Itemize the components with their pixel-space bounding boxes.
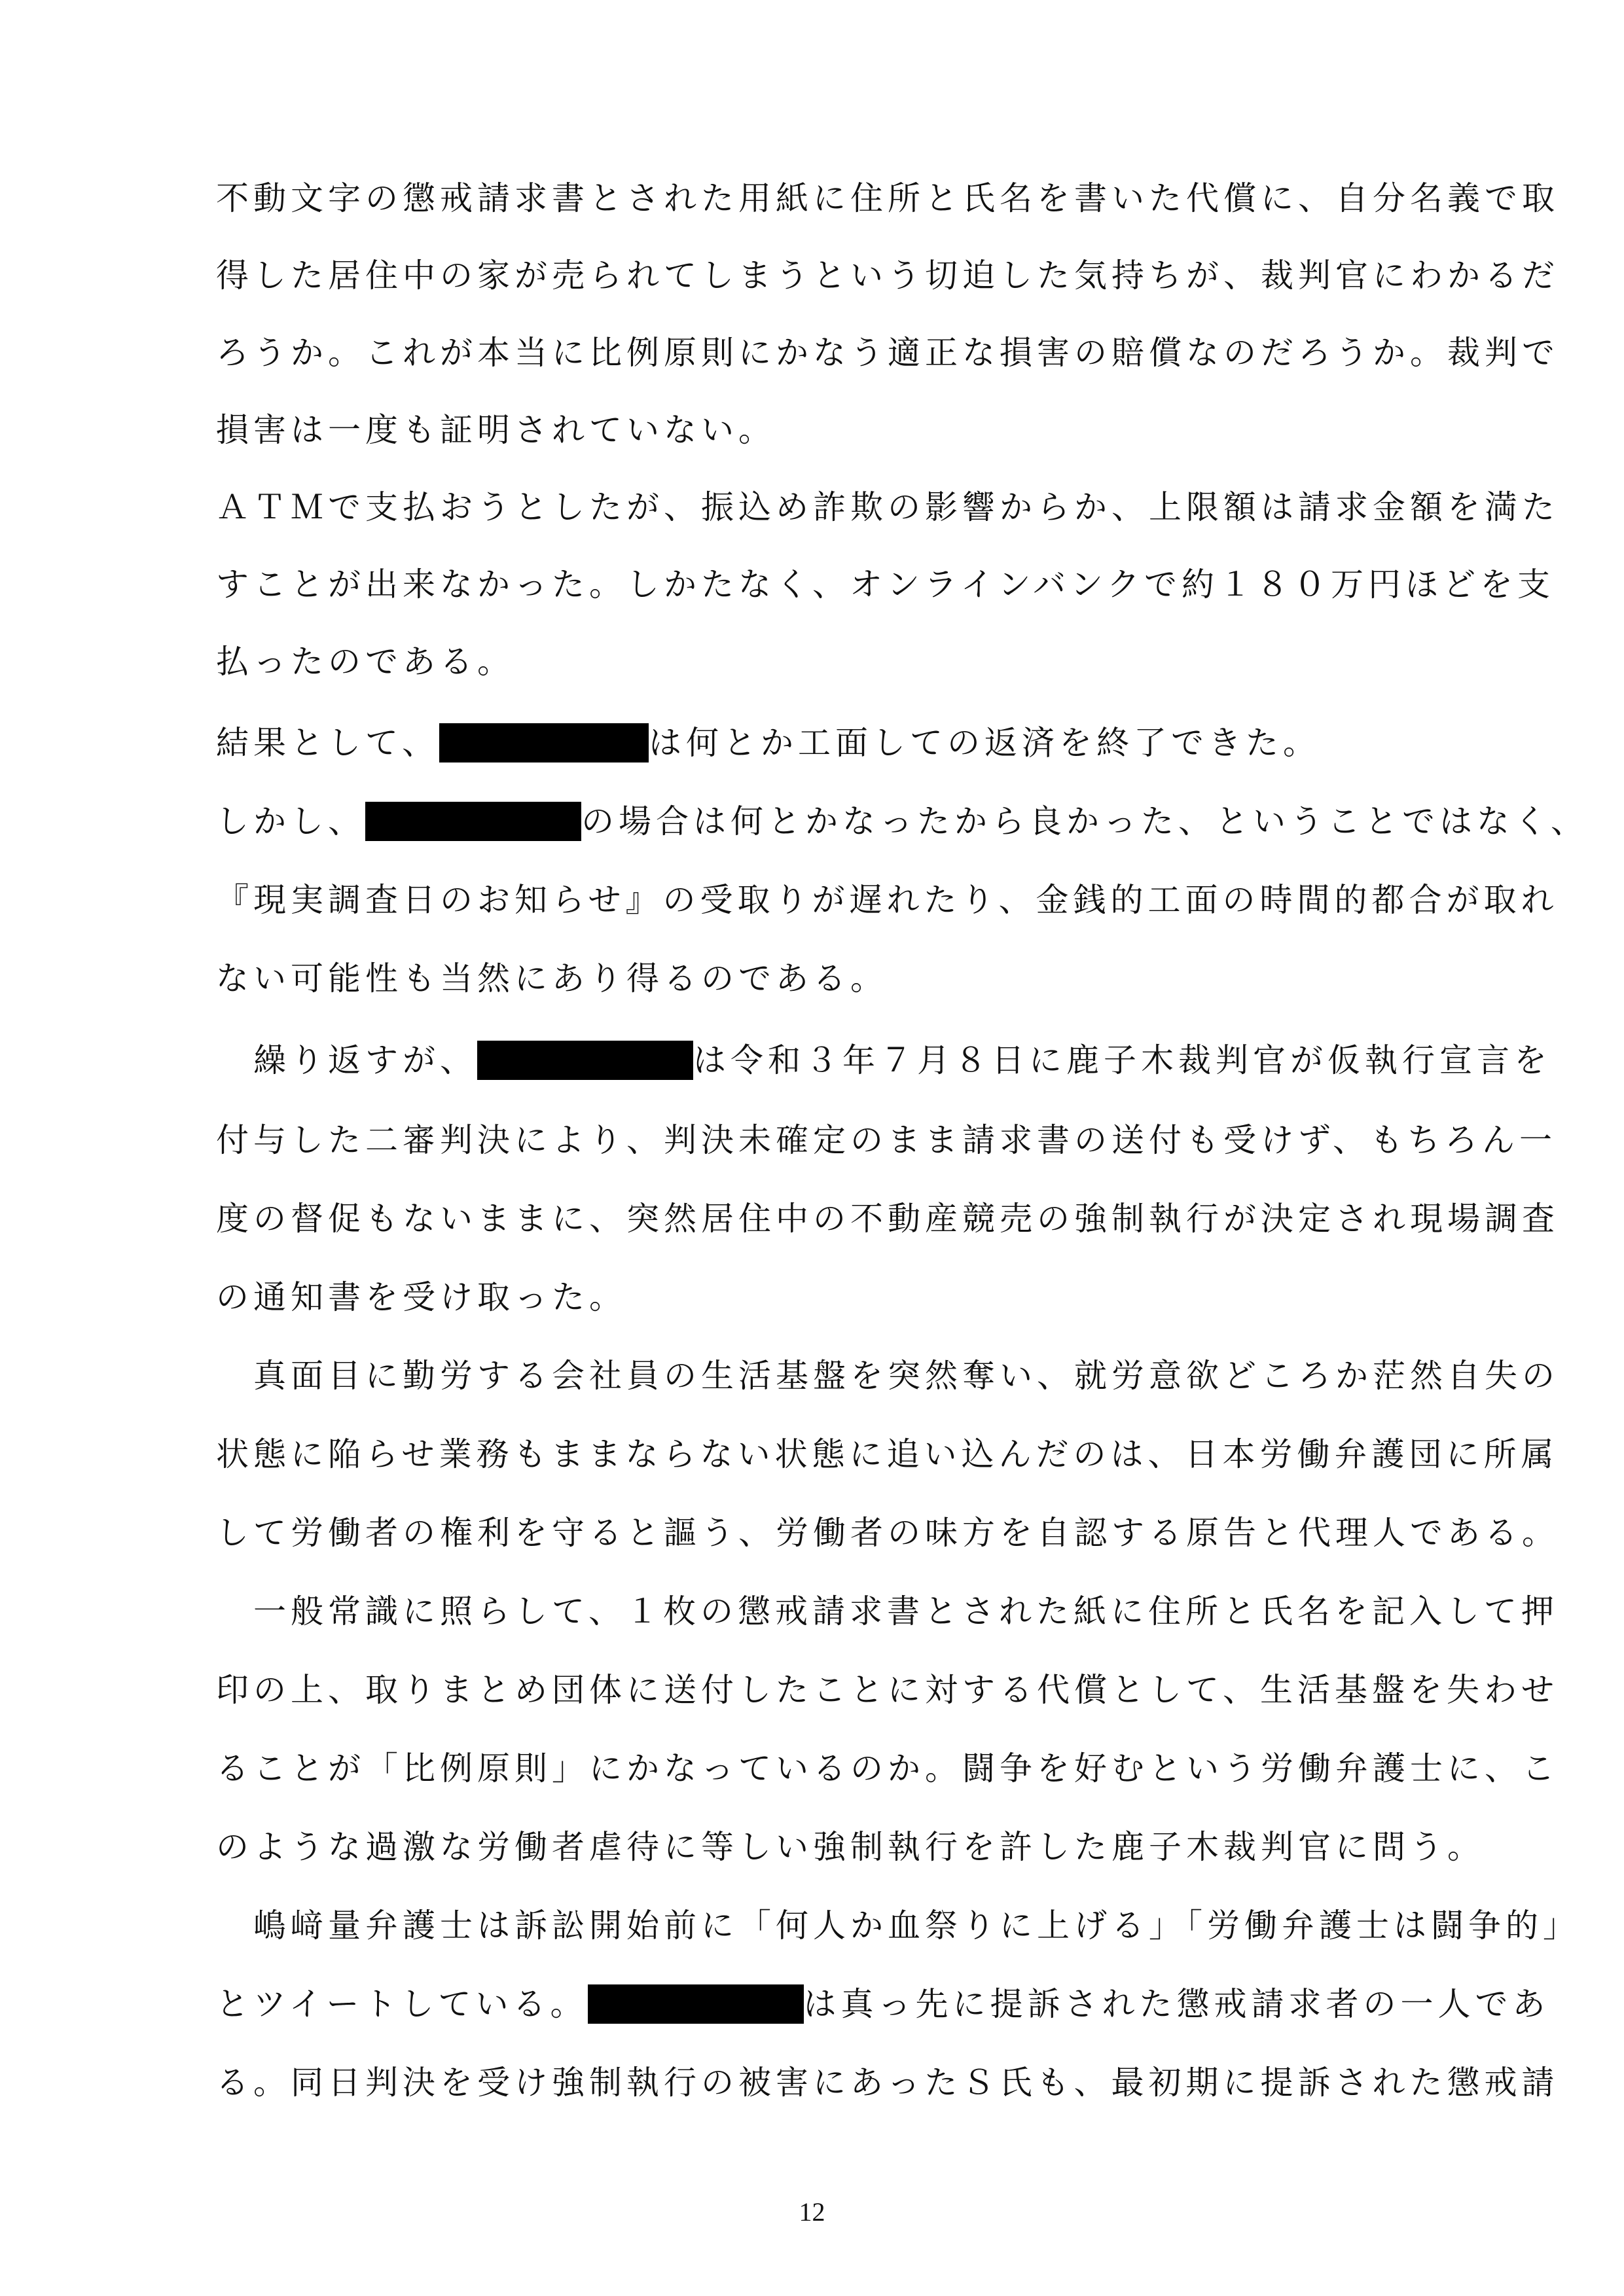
text-line: して労働者の権利を守ると謳う、労働者の味方を自認する原告と代理人である。 (216, 1514, 1559, 1552)
text-line: 嶋﨑量弁護士は訴訟開始前に「何人か血祭りに上げる」「労働弁護士は闘争的」 (216, 1907, 1580, 1945)
text-line: のような過激な労働者虐待に等しい強制執行を許した鹿子木裁判官に問う。 (216, 1828, 1485, 1866)
text-after-redaction: は令和３年７月８日に鹿子木裁判官が仮執行宣言を (693, 1041, 1551, 1079)
text-after-redaction: は何とか工面しての返済を終了できた。 (649, 724, 1320, 762)
text-line: 印の上、取りまとめ団体に送付したことに対する代償として、生活基盤を失わせ (216, 1671, 1559, 1709)
text-before-redaction: とツイートしている。 (216, 1985, 588, 2023)
text-line-with-redaction (216, 802, 1588, 841)
text-line: ろうか。これが本当に比例原則にかなう適正な損害の賠償なのだろうか。裁判で (216, 334, 1559, 372)
redaction-box (477, 1041, 693, 1080)
redaction-box (588, 1984, 804, 2024)
text-line: る。同日判決を受け強制執行の被害にあったＳ氏も、最初期に提訴された懲戒請 (216, 2064, 1559, 2102)
text-line: 得した居住中の家が売られてしまうという切迫した気持ちが、裁判官にわかるだ (216, 257, 1559, 295)
text-line: 損害は一度も証明されていない。 (216, 411, 776, 449)
text-before-redaction: 繰り返すが、 (216, 1041, 477, 1079)
page-number: 12 (799, 2197, 825, 2227)
text-line: ＡＴＭで支払おうとしたが、振込め詐欺の影響からか、上限額は請求金額を満た (216, 488, 1559, 526)
text-line: ない可能性も当然にあり得るのである。 (216, 960, 888, 997)
text-line: の通知書を受け取った。 (216, 1278, 626, 1316)
text-line-with-redaction (216, 1041, 1551, 1080)
text-line-with-redaction (216, 723, 1499, 762)
text-line: 『現実調査日のお知らせ』の受取りが遅れたり、金銭的工面の時間的都合が取れ (216, 881, 1559, 919)
text-before-redaction: 結果として、 (216, 724, 439, 762)
text-line-with-redaction (216, 1984, 1550, 2024)
redaction-box (365, 802, 581, 841)
text-before-redaction: しかし、 (216, 802, 365, 840)
text-line: 度の督促もないままに、突然居住中の不動産競売の強制執行が決定され現場調査 (216, 1200, 1559, 1238)
text-line: 一般常識に照らして、１枚の懲戒請求書とされた紙に住所と氏名を記入して押 (216, 1592, 1559, 1630)
text-after-redaction: は真っ先に提訴された懲戒請求者の一人であ (803, 1985, 1550, 2023)
redaction-box (439, 723, 649, 762)
text-after-redaction: の場合は何とかなったから良かった、ということではなく、 (581, 802, 1588, 840)
text-line: 不動文字の懲戒請求書とされた用紙に住所と氏名を書いた代償に、自分名義で取 (216, 179, 1559, 217)
text-line: 状態に陥らせ業務もままならない状態に追い込んだのは、日本労働弁護団に所属 (216, 1435, 1559, 1473)
text-line: ることが「比例原則」にかなっているのか。闘争を好むという労働弁護士に、こ (216, 1749, 1559, 1787)
text-line: 真面目に勤労する会社員の生活基盤を突然奪い、就労意欲どころか茫然自失の (216, 1357, 1559, 1395)
text-line: すことが出来なかった。しかたなく、オンラインバンクで約１８０万円ほどを支 (216, 565, 1555, 603)
text-line: 付与した二審判決により、判決未確定のまま請求書の送付も受けず、もちろん一 (216, 1121, 1557, 1159)
text-line: 払ったのである。 (216, 643, 514, 681)
